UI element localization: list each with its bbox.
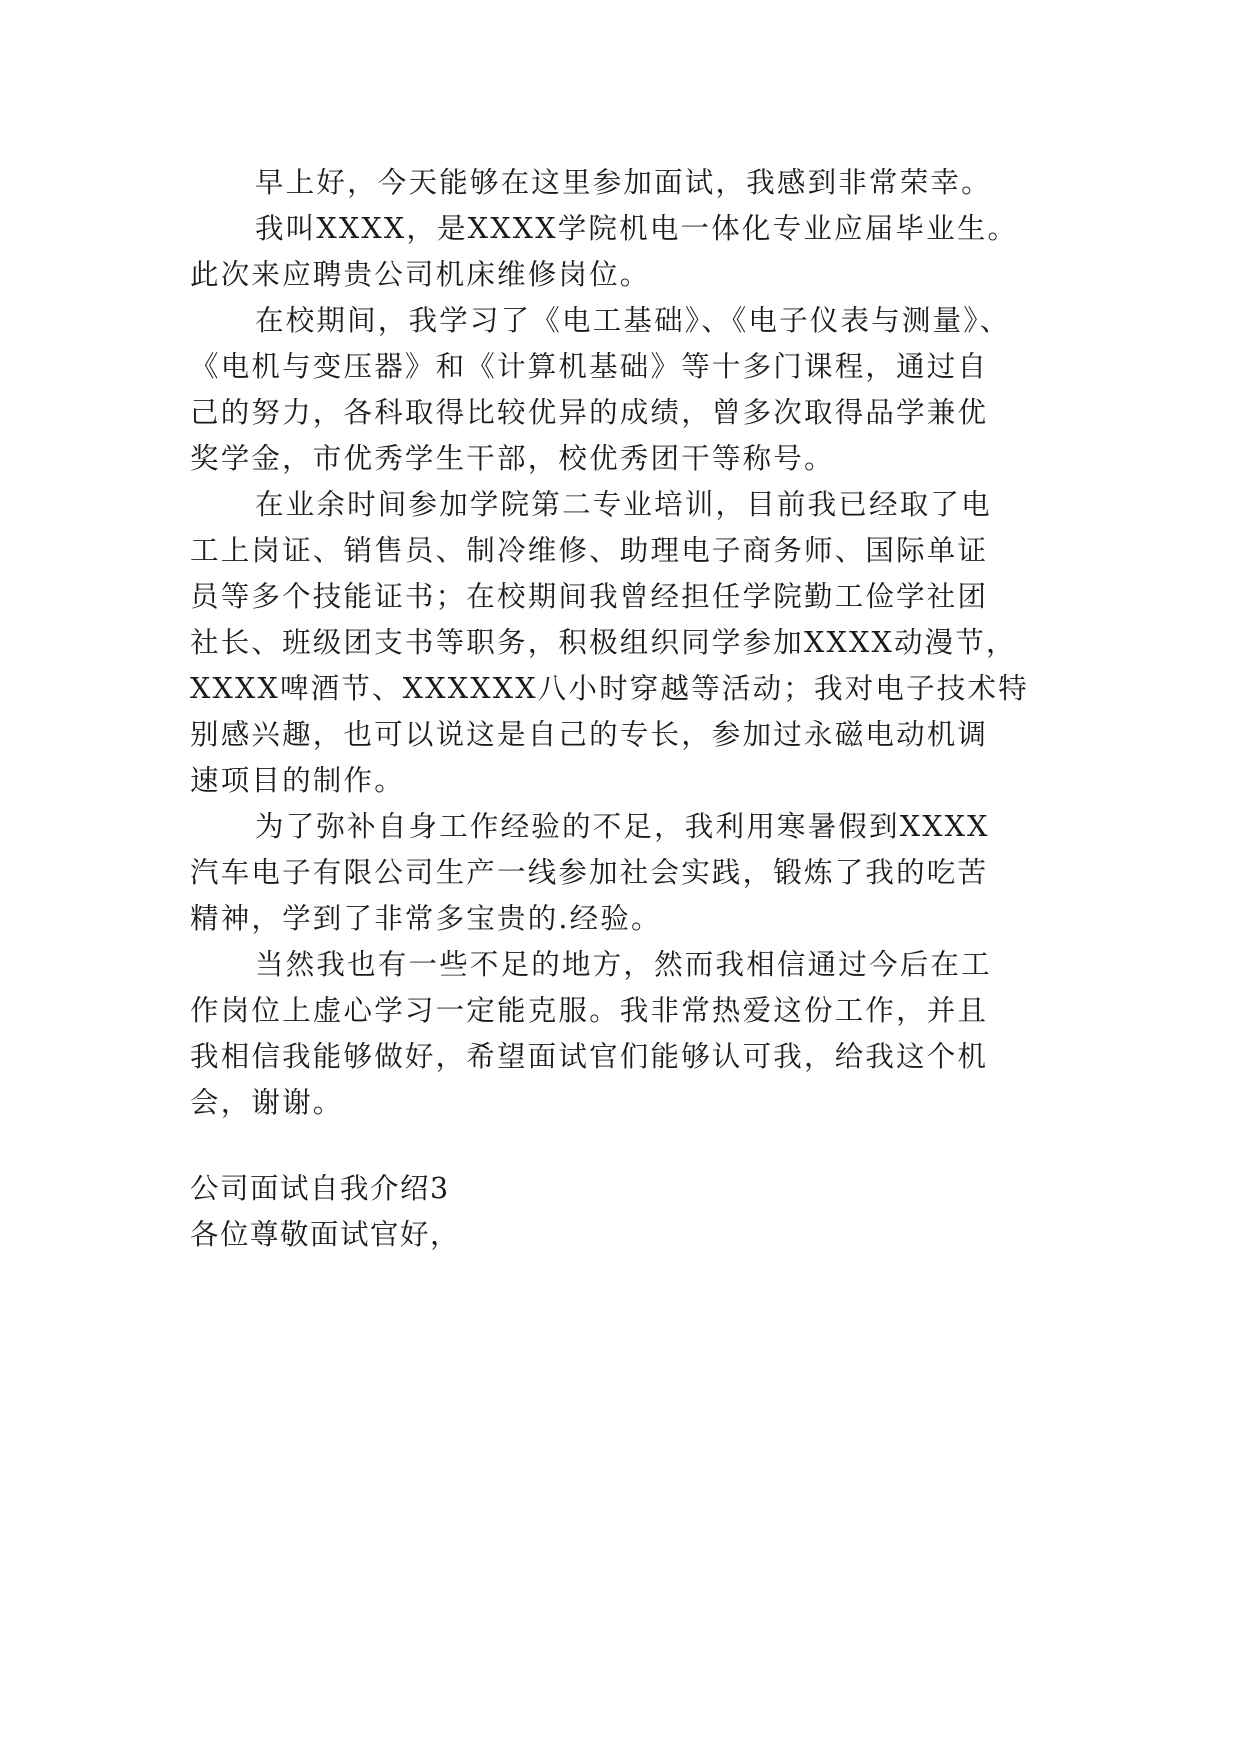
paragraph-greeting-morning xyxy=(190,160,1090,206)
text-line: 会，谢谢。 xyxy=(190,1086,344,1119)
paragraph-education xyxy=(190,298,1090,482)
text-line: 员等多个技能证书；在校期间我曾经担任学院勤工俭学社团 xyxy=(190,580,989,613)
text-line: 己的努力，各科取得比较优异的成绩，曾多次取得品学兼优 xyxy=(190,396,989,429)
section-title: 公司面试自我介绍3 xyxy=(190,1172,450,1205)
text-line: 《电机与变压器》和《计算机基础》等十多门课程，通过自 xyxy=(190,350,989,383)
text-line: 在校期间，我学习了《电工基础》、《电子仪表与测量》、 xyxy=(255,304,1011,337)
text-line: 工上岗证、销售员、制冷维修、助理电子商务师、国际单证 xyxy=(190,534,989,567)
text-line: 奖学金，市优秀学生干部，校优秀团干等称号。 xyxy=(190,442,835,475)
text-line: 为了弥补自身工作经验的不足，我利用寒暑假到XXXX xyxy=(255,810,990,843)
text-line: XXXX啤酒节、XXXXXX八小时穿越等活动；我对电子技术特 xyxy=(190,672,1029,705)
paragraph-practice xyxy=(190,804,1090,942)
paragraph-closing xyxy=(190,942,1090,1126)
text-line: 在业余时间参加学院第二专业培训，目前我已经取了电 xyxy=(255,488,992,521)
text-line: 别感兴趣，也可以说这是自己的专长，参加过永磁电动机调 xyxy=(190,718,989,751)
text-line: 当然我也有一些不足的地方，然而我相信通过今后在工 xyxy=(255,948,992,981)
text-line: 早上好，今天能够在这里参加面试，我感到非常荣幸。 xyxy=(255,166,992,199)
text-line: 社长、班级团支书等职务，积极组织同学参加XXXX动漫节， xyxy=(190,626,1017,659)
document-body xyxy=(190,160,1090,1258)
paragraph-activities xyxy=(190,482,1090,804)
text-line: 我相信我能够做好，希望面试官们能够认可我，给我这个机 xyxy=(190,1040,989,1073)
text-line: 我叫XXXX，是XXXX学院机电一体化专业应届毕业生。 xyxy=(255,212,1019,245)
text-line: 速项目的制作。 xyxy=(190,764,405,797)
text-line: 此次来应聘贵公司机床维修岗位。 xyxy=(190,258,651,291)
text-line: 汽车电子有限公司生产一线参加社会实践，锻炼了我的吃苦 xyxy=(190,856,989,889)
text-line: 作岗位上虚心学习一定能克服。我非常热爱这份工作，并且 xyxy=(190,994,989,1027)
text-line: 精神，学到了非常多宝贵的.经验。 xyxy=(190,902,662,935)
paragraph-self-intro xyxy=(190,206,1090,298)
spacer xyxy=(190,1126,1090,1166)
greeting-line: 各位尊敬面试官好， xyxy=(190,1218,461,1251)
